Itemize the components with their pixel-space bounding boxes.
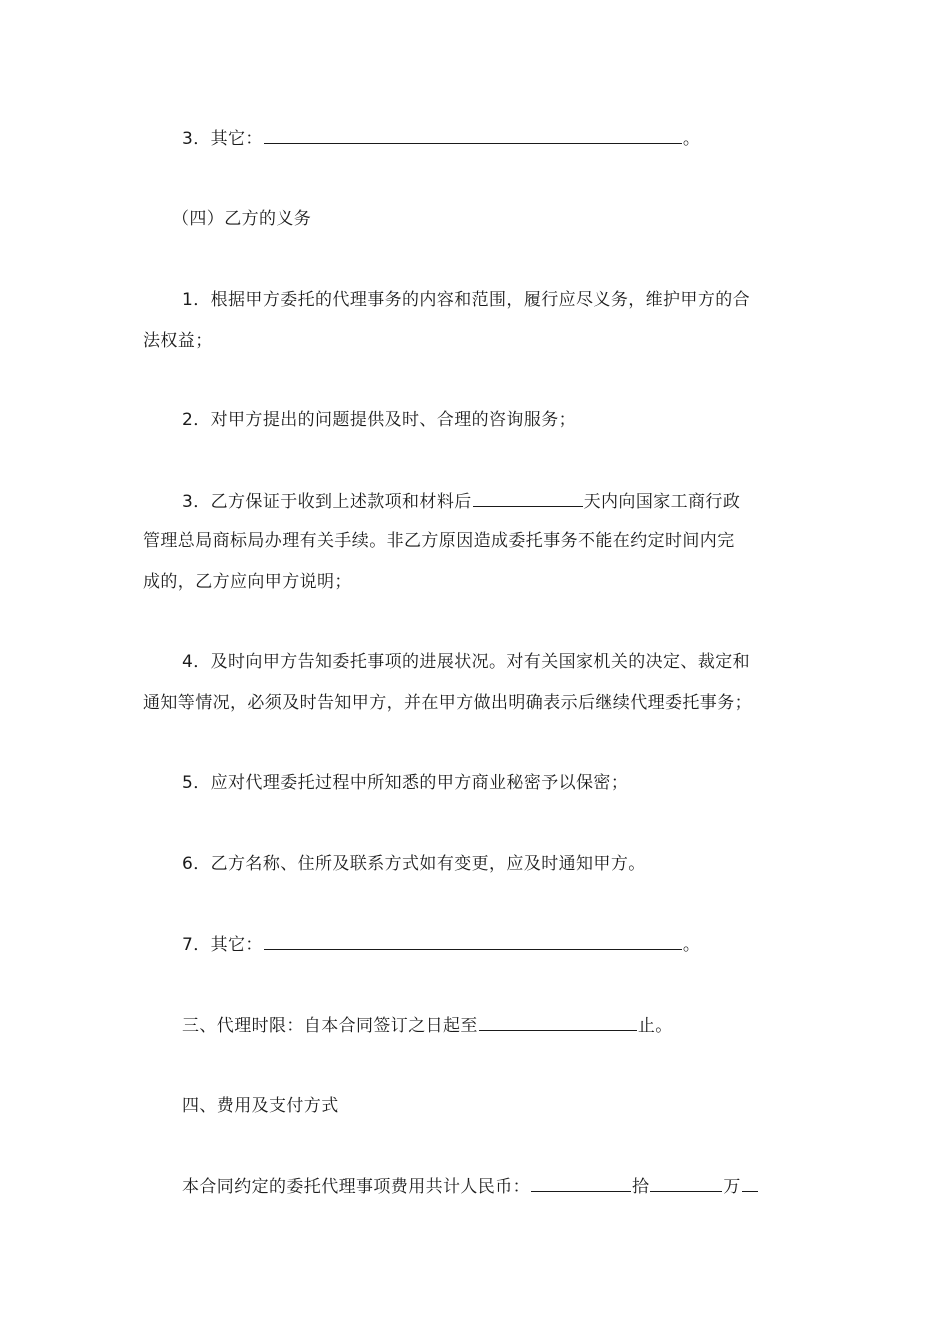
days-blank xyxy=(473,489,583,507)
article-three-term xyxy=(182,1013,847,1038)
party-b-item-1-line-2: 法权益； xyxy=(143,331,213,351)
obligation-a-item-3 xyxy=(182,126,847,151)
party-b-item-4-line-1: 4．及时向甲方告知委托事项的进展状况。对有关国家机关的决定、裁定和 xyxy=(182,652,751,672)
item-3-end: 。 xyxy=(682,129,701,149)
term-text-end: 止。 xyxy=(637,1016,673,1036)
party-b-item-3-line-1 xyxy=(182,489,847,514)
party-b-item-3-line-2: 管理总局商标局办理有关手续。非乙方原因造成委托事务不能在约定时间内完 xyxy=(143,531,735,551)
article-four-heading: 四、费用及支付方式 xyxy=(182,1096,339,1116)
item-3-text-start: 3．乙方保证于收到上述款项和材料后 xyxy=(182,492,472,512)
amount-blank-1 xyxy=(531,1174,631,1192)
party-b-item-6: 6．乙方名称、住所及联系方式如有变更，应及时通知甲方。 xyxy=(182,854,646,874)
party-b-item-2: 2．对甲方提出的问题提供及时、合理的咨询服务； xyxy=(182,410,577,430)
item-3-text-end: 天内向国家工商行政 xyxy=(583,492,741,512)
article-four-fee-line xyxy=(182,1174,847,1199)
fill-blank xyxy=(264,932,682,950)
party-b-item-7 xyxy=(182,932,847,957)
term-text-start: 三、代理时限：自本合同签订之日起至 xyxy=(182,1016,478,1036)
fill-blank xyxy=(264,126,682,144)
section-heading-party-b-obligations: （四）乙方的义务 xyxy=(172,209,312,229)
end-date-blank xyxy=(479,1013,637,1031)
item-7-end: 。 xyxy=(682,935,701,955)
party-b-item-5: 5．应对代理委托过程中所知悉的甲方商业秘密予以保密； xyxy=(182,773,629,793)
fee-text: 本合同约定的委托代理事项费用共计人民币： xyxy=(182,1177,530,1197)
party-b-item-1-line-1: 1．根据甲方委托的代理事务的内容和范围，履行应尽义务，维护甲方的合 xyxy=(182,290,751,310)
unit-ten: 拾 xyxy=(632,1177,650,1197)
party-b-item-3-line-3: 成的，乙方应向甲方说明； xyxy=(143,572,352,592)
unit-wan: 万 xyxy=(723,1177,741,1197)
item-7-label: 7．其它： xyxy=(182,935,263,955)
amount-blank-3 xyxy=(742,1174,758,1192)
item-3-label: 3．其它： xyxy=(182,129,263,149)
party-b-item-4-line-2: 通知等情况，必须及时告知甲方，并在甲方做出明确表示后继续代理委托事务； xyxy=(143,693,752,713)
amount-blank-2 xyxy=(650,1174,722,1192)
